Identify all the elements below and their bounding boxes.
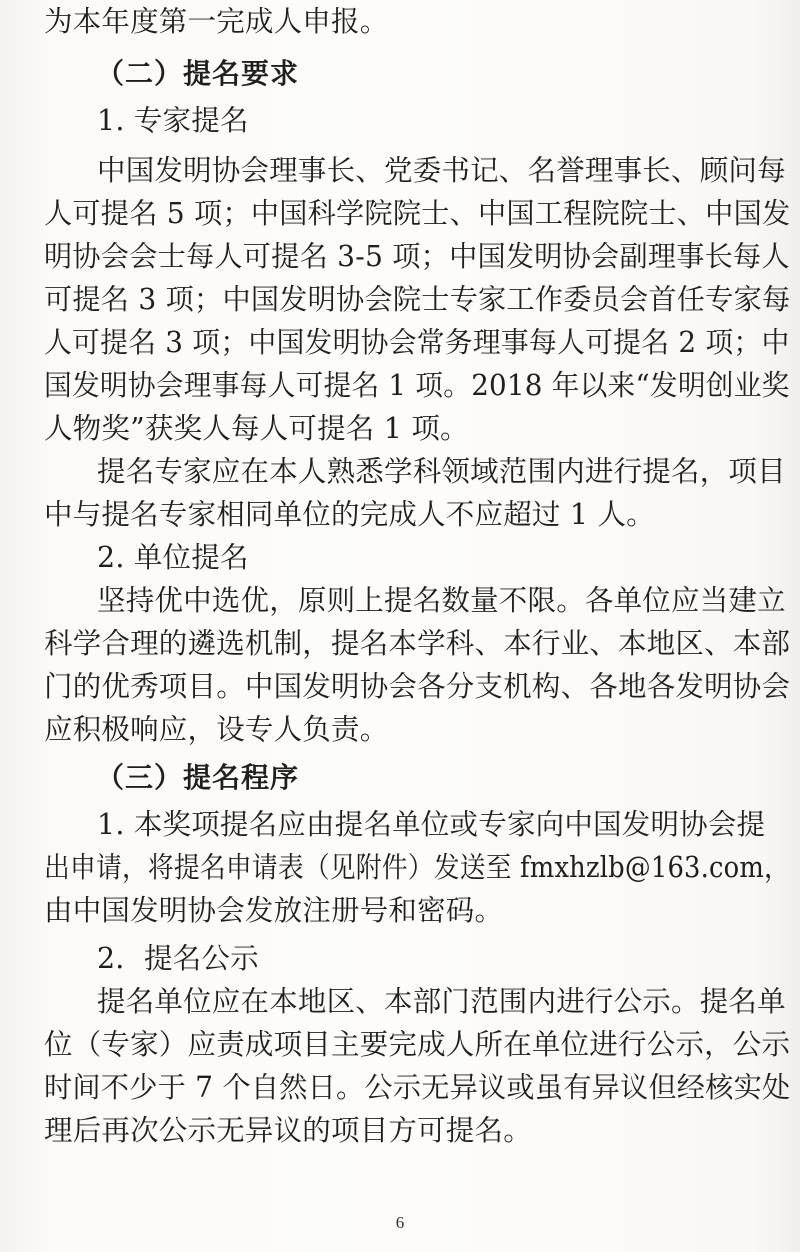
text-line: 为本年度第一完成人申报。 — [44, 5, 389, 38]
text-line: 人可提名 5 项；中国科学院院士、中国工程院院士、中国发 — [44, 197, 791, 230]
text-line: 中与提名专家相同单位的完成人不应超过 1 人。 — [44, 498, 655, 531]
text-line: 提名单位应在本地区、本部门范围内进行公示。提名单 — [97, 985, 786, 1018]
text-line: 1. 本奖项提名应由提名单位或专家向中国发明协会提 — [97, 808, 766, 841]
text-line: 人物奖”获奖人每人可提名 1 项。 — [44, 412, 469, 445]
text-line: 国发明协会理事每人可提名 1 项。2018 年以来“发明创业奖 — [44, 369, 790, 402]
subheading-nomination-publicity: 2．提名公示 — [97, 942, 259, 975]
text-line: 科学合理的遴选机制，提名本学科、本行业、本地区、本部 — [44, 627, 791, 660]
text-line: 人可提名 3 项；中国发明协会常务理事每人可提名 2 项；中 — [44, 326, 790, 359]
text-line: 可提名 3 项；中国发明协会院士专家工作委员会首任专家每 — [44, 283, 791, 316]
text-line: 理后再次公示无异议的项目方可提名。 — [44, 1114, 532, 1147]
text-line: 位（专家）应责成项目主要完成人所在单位进行公示，公示 — [44, 1028, 791, 1061]
text-line: 明协会会士每人可提名 3-5 项；中国发明协会副理事长每人 — [44, 240, 790, 273]
text-line: 提名专家应在本人熟悉学科领域范围内进行提名，项目 — [97, 455, 786, 488]
text-line: 中国发明协会理事长、党委书记、名誉理事长、顾问每 — [97, 154, 786, 187]
text-line: 门的优秀项目。中国发明协会各分支机构、各地各发明协会 — [44, 670, 791, 703]
subheading-unit-nomination: 2. 单位提名 — [97, 541, 249, 574]
section-heading-procedure: （三）提名程序 — [96, 761, 300, 794]
text-line: 出申请，将提名申请表（见附件）发送至 fmxhzlb@163.com， — [44, 851, 791, 884]
section-heading-requirements: （二）提名要求 — [96, 57, 300, 90]
text-line: 应积极响应，设专人负责。 — [44, 713, 389, 746]
text-line: 由中国发明协会发放注册号和密码。 — [44, 894, 504, 927]
page-number: 6 — [395, 1213, 405, 1232]
text-line: 坚持优中选优，原则上提名数量不限。各单位应当建立 — [97, 584, 786, 617]
subheading-expert-nomination: 1. 专家提名 — [97, 104, 249, 137]
text-line: 时间不少于 7 个自然日。公示无异议或虽有异议但经核实处 — [44, 1071, 791, 1104]
